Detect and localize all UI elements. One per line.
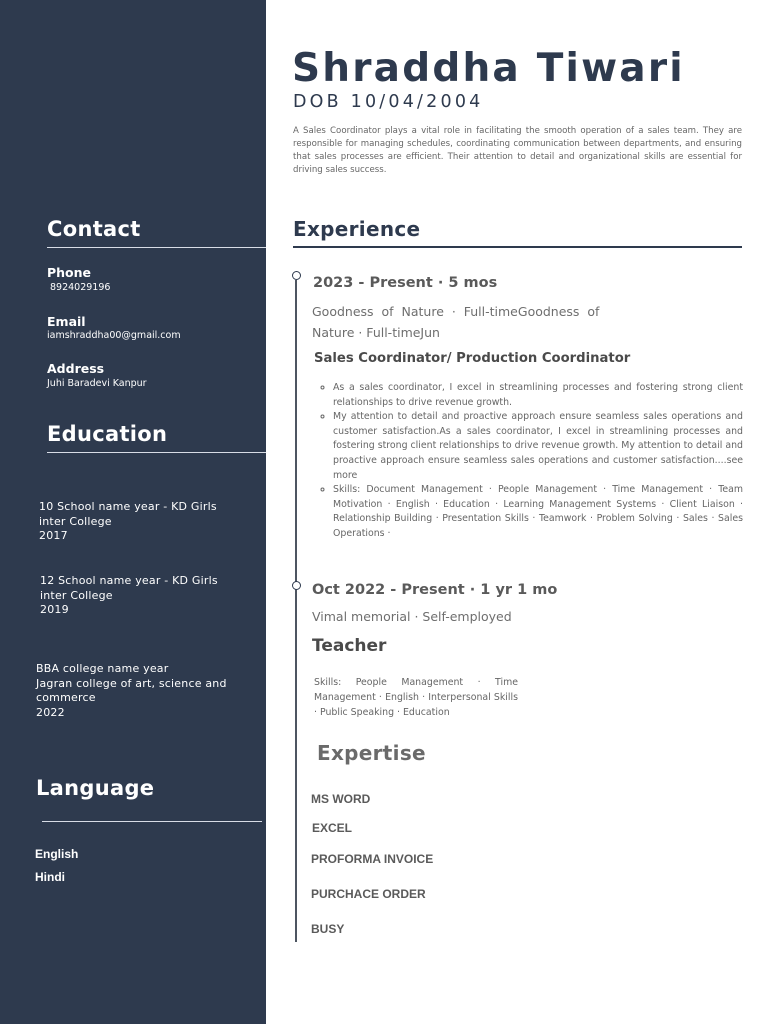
timeline-dot	[292, 271, 301, 280]
candidate-name: Shraddha Tiwari	[292, 46, 685, 91]
experience-divider	[293, 246, 742, 248]
education-year: 2022	[36, 705, 65, 719]
education-line: BBA college name year	[36, 662, 169, 675]
address-value: Juhi Baradevi Kanpur	[47, 378, 147, 389]
job-date: 2023 - Present · 5 mos	[313, 275, 498, 291]
education-entry	[39, 500, 217, 544]
expertise-item: MS WORD	[311, 792, 371, 806]
phone-value: 8924029196	[50, 282, 111, 293]
job-bullet: ◦ As a sales coordinator, I excel in streamlining processes and fostering strong client relationships to drive revenue growth.	[333, 381, 743, 410]
timeline-line	[295, 280, 297, 942]
job-bullet: ◦ My attention to detail and proactive approach ensure seamless sales operations and customer satisfaction.As a sales coordinator, I excel in streamlining processes and fostering strong client relationships to drive revenue growth. My attention to detail and proactive approach ensure seamless sales operations and customer satisfaction....see more	[333, 410, 743, 483]
job-company	[312, 301, 599, 343]
job-bullet: ◦ Skills: Document Management · People Management · Time Management · Team Motivation · English · Education · Learning Management Systems · Client Liaison · Relationship Building · Presentation Skills · Teamwork · Problem Solving · Sales · Sales Operations ·	[333, 483, 743, 541]
profile-summary: A Sales Coordinator plays a vital role in facilitating the smooth operation of a sales team. They are responsible for managing schedules, coordinating communication between departments, and ensuring that sales processes are efficient. Their attention to detail and organizational skills are essential for driving sales success.	[293, 126, 742, 175]
education-line: inter College	[39, 514, 112, 528]
language-heading: Language	[36, 776, 155, 800]
job-skills: Skills: People Management · Time Management · English · Interpersonal Skills · Public Speaking · Education	[314, 677, 518, 718]
language-item-hindi: Hindi	[35, 870, 65, 884]
education-divider	[47, 452, 266, 453]
email-value: iamshraddha00@gmail.com	[47, 330, 181, 341]
education-entry	[40, 574, 218, 618]
expertise-item: BUSY	[311, 922, 345, 936]
education-line: Jagran college of art, science and	[36, 676, 227, 690]
job-company-line: Goodness of Nature · Full-timeGoodness of	[312, 304, 600, 319]
education-heading: Education	[47, 422, 168, 446]
expertise-heading: Expertise	[317, 741, 426, 765]
expertise-item: EXCEL	[312, 821, 353, 835]
education-year: 2017	[39, 529, 68, 543]
language-divider	[42, 821, 262, 822]
experience-heading: Experience	[293, 217, 421, 241]
expertise-item: PROFORMA INVOICE	[311, 852, 434, 866]
education-line: commerce	[36, 691, 96, 705]
address-label: Address	[47, 361, 105, 376]
expertise-item: PURCHACE ORDER	[311, 887, 426, 901]
timeline-dot	[292, 581, 301, 590]
contact-heading: Contact	[47, 217, 141, 241]
education-year: 2019	[40, 603, 69, 617]
education-entry	[36, 662, 227, 720]
language-item-english: English	[35, 847, 79, 861]
education-line: 10 School name year - KD Girls	[39, 500, 217, 513]
education-line: inter College	[40, 588, 113, 602]
email-label: Email	[47, 314, 86, 329]
job-company-line: Nature · Full-timeJun	[312, 325, 440, 340]
sidebar	[0, 0, 266, 1024]
job-bullets	[313, 381, 743, 542]
date-of-birth: DOB 10/04/2004	[293, 92, 484, 112]
contact-divider	[47, 247, 266, 248]
job-company: Vimal memorial · Self-employed	[312, 609, 512, 624]
education-line: 12 School name year - KD Girls	[40, 574, 218, 587]
phone-label: Phone	[47, 265, 92, 280]
job-date: Oct 2022 - Present · 1 yr 1 mo	[312, 582, 558, 598]
job-title: Teacher	[312, 636, 387, 656]
job-title: Sales Coordinator/ Production Coordinator	[314, 351, 631, 366]
